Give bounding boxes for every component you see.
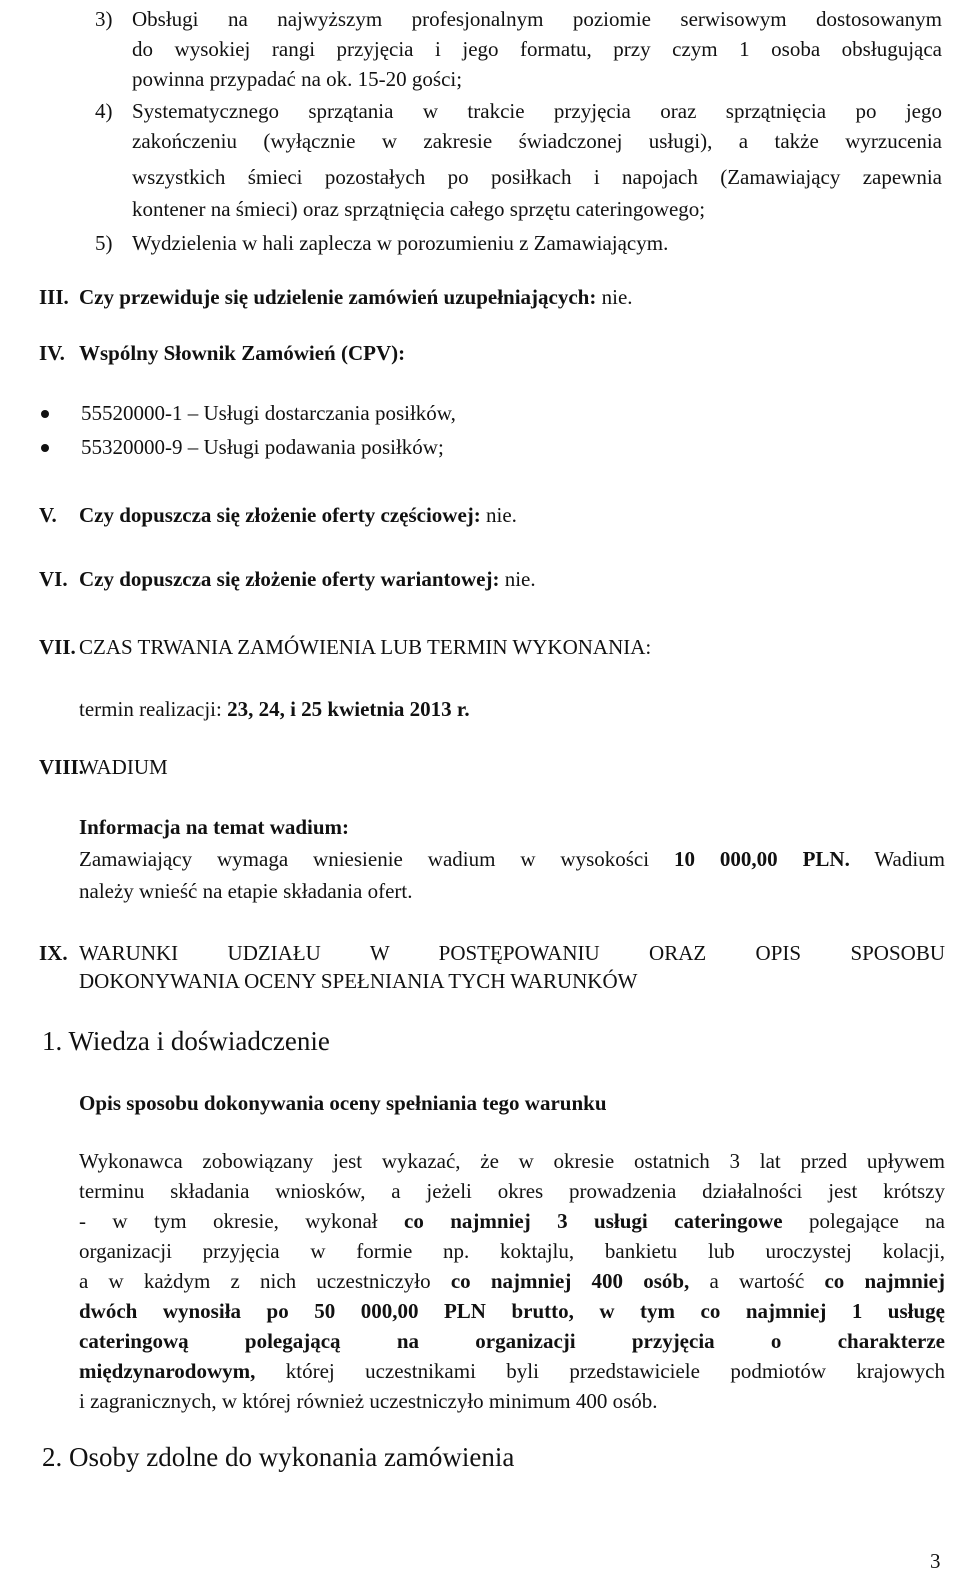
item-3-line-2: do wysokiej rangi przyjęcia i jego formatu, przy czym 1 osoba obsługująca: [132, 37, 942, 61]
section-v-text: [79, 500, 517, 530]
section-iv-label: Wspólny Słownik Zamówień (CPV):: [79, 341, 406, 365]
term-prefix: termin realizacji:: [79, 697, 228, 721]
section-viii-label: WADIUM: [79, 755, 168, 779]
para-line-7: cateringową polegającą na organizacji przyjęcia o charakterze: [79, 1329, 945, 1353]
wadium-line-1: [79, 844, 945, 874]
item-4-line-3: wszystkich śmieci pozostałych po posiłkach i napojach (Zamawiający zapewnia: [132, 165, 942, 189]
para-line-8-a: międzynarodowym,: [79, 1359, 256, 1383]
para-line-5-a: a w każdym z nich uczestniczyło: [79, 1269, 451, 1293]
wadium-line-2: należy wnieść na etapie składania ofert.: [79, 879, 413, 903]
section-iii-value: nie.: [596, 285, 633, 309]
section-vii-label: CZAS TRWANIA ZAMÓWIENIA LUB TERMIN WYKONANIA:: [79, 635, 652, 659]
section-iii-label: Czy przewiduje się udzielenie zamówień uzupełniających:: [79, 285, 597, 309]
section-ix-line-2: DOKONYWANIA OCENY SPEŁNIANIA TYCH WARUNKÓW: [79, 969, 638, 993]
item-4-number: 4): [95, 99, 113, 123]
section-vii-number: VII.: [39, 635, 76, 659]
subsection-1-title: 1. Wiedza i doświadczenie: [42, 1026, 330, 1056]
para-line-5-b: co najmniej 400 osób,: [450, 1269, 690, 1293]
section-viii-number: VIII.: [39, 755, 84, 779]
section-ix-number: IX.: [39, 941, 68, 965]
para-line-5-d: co najmniej: [824, 1269, 945, 1293]
subsection-1-opis: Opis sposobu dokonywania oceny spełniania tego warunku: [79, 1091, 607, 1115]
bullet-icon: [41, 410, 49, 418]
section-ix-line-1: WARUNKI UDZIAŁU W POSTĘPOWANIU ORAZ OPIS SPOSOBU: [79, 941, 945, 965]
section-iv-number: IV.: [39, 341, 65, 365]
section-v-number: V.: [39, 503, 57, 527]
section-v-value: nie.: [480, 503, 517, 527]
subsection-2-title: 2. Osoby zdolne do wykonania zamówienia: [42, 1442, 515, 1472]
bullet-icon: [41, 444, 49, 452]
item-3-number: 3): [95, 7, 113, 31]
para-line-6: dwóch wynosiła po 50 000,00 PLN brutto, w tym co najmniej 1 usługę: [79, 1299, 945, 1323]
para-line-8-b: której uczestnikami byli przedstawiciele podmiotów krajowych: [255, 1359, 945, 1383]
para-line-5-c: a wartość: [689, 1269, 825, 1293]
item-4-line-2: zakończeniu (wyłącznie w zakresie świadczonej usługi), a także wyrzucenia: [132, 129, 942, 153]
item-4-line-1: Systematycznego sprzątania w trakcie przyjęcia oraz sprzątnięcia po jego: [132, 99, 942, 123]
para-line-3-a: - w tym okresie, wykonał: [79, 1209, 405, 1233]
item-5-number: 5): [95, 231, 113, 255]
para-line-3-c: polegające na: [782, 1209, 945, 1233]
item-5-line-1: Wydzielenia w hali zaplecza w porozumieniu z Zamawiającym.: [132, 231, 669, 255]
section-v-label: Czy dopuszcza się złożenie oferty częściowej:: [79, 503, 481, 527]
item-3-line-1: Obsługi na najwyższym profesjonalnym poziomie serwisowym dostosowanym: [132, 7, 942, 31]
wadium-amount: 10 000,00 PLN.: [674, 847, 850, 871]
section-vi-number: VI.: [39, 567, 68, 591]
para-line-4: organizacji przyjęcia w formie np. koktajlu, bankietu lub uroczystej kolacji,: [79, 1239, 945, 1263]
para-line-3-b: co najmniej 3 usługi cateringowe: [404, 1209, 783, 1233]
para-line-9: i zagranicznych, w której również uczestniczyło minimum 400 osób.: [79, 1389, 658, 1413]
para-line-1: Wykonawca zobowiązany jest wykazać, że w okresie ostatnich 3 lat przed upływem: [79, 1149, 945, 1173]
section-vi-value: nie.: [499, 567, 536, 591]
term-text: [79, 694, 470, 724]
page-number: 3: [930, 1549, 941, 1573]
cpv-item-1: 55520000-1 – Usługi dostarczania posiłków,: [81, 401, 456, 425]
item-3-line-3: powinna przypadać na ok. 15-20 gości;: [132, 67, 463, 91]
wadium-line-1-c: Wadium: [874, 847, 946, 871]
para-line-2: terminu składania wniosków, a jeżeli okres prowadzenia działalności jest krótszy: [79, 1179, 945, 1203]
wadium-info-heading: Informacja na temat wadium:: [79, 815, 350, 839]
para-line-5: [79, 1266, 945, 1296]
section-iii-text: [79, 282, 633, 312]
term-value: 23, 24, i 25 kwietnia 2013 r.: [227, 697, 470, 721]
section-iii-number: III.: [39, 285, 69, 309]
cpv-item-2: 55320000-9 – Usługi podawania posiłków;: [81, 435, 444, 459]
wadium-line-1-a: Zamawiający wymaga wniesienie wadium w wysokości: [79, 847, 650, 871]
item-4-line-4: kontener na śmieci) oraz sprzątnięcia całego sprzętu cateringowego;: [132, 197, 706, 221]
section-vi-text: [79, 564, 536, 594]
section-vi-label: Czy dopuszcza się złożenie oferty wariantowej:: [79, 567, 500, 591]
para-line-8: [79, 1356, 945, 1386]
para-line-3: [79, 1206, 945, 1236]
